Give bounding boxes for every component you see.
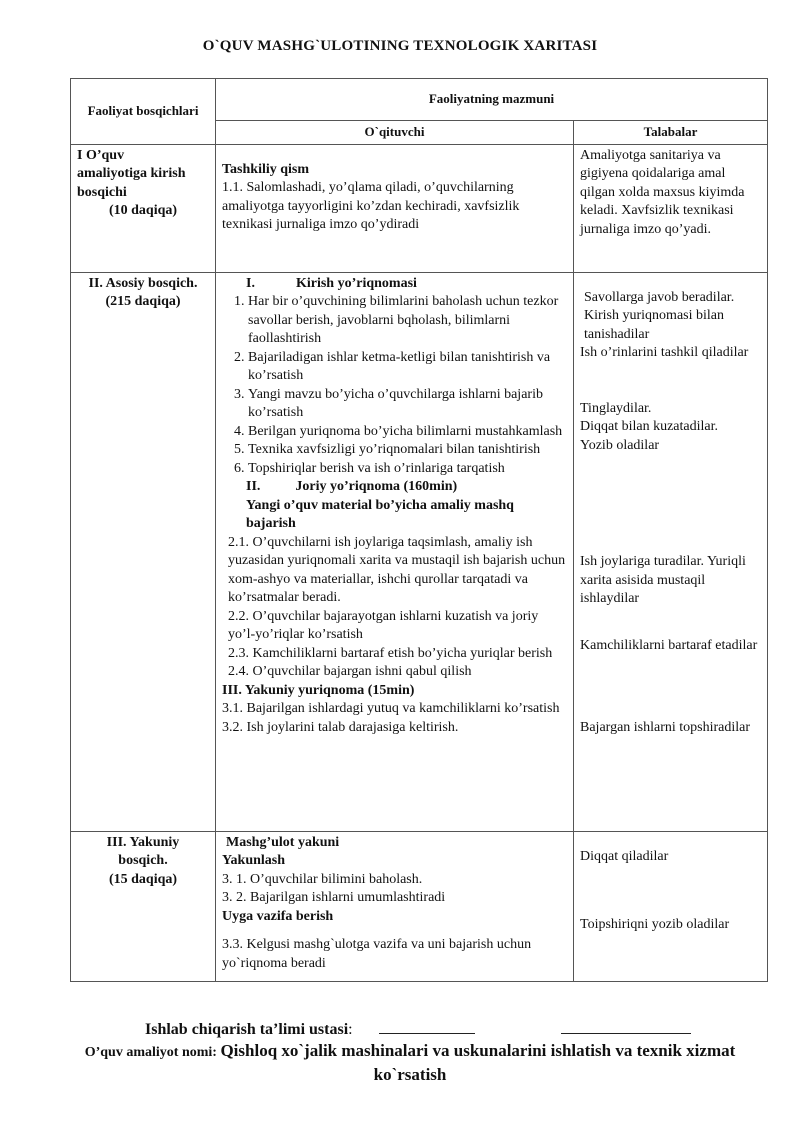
section2-item: 2.1. O’quvchilarni ish joylariga taqsimlash, amaliy ish yuzasidan yuriqnomali xarita va mustaqil ish bajarish uchun xom-ashyo va materiallar, ishchi qurollar tarqatadi va ko’rsatmalar beradi. — [228, 534, 566, 605]
technology-map-table — [70, 78, 768, 982]
stage-2-cell — [71, 272, 216, 831]
section2-item: 2.2. O’quvchilar bajarayotgan ishlarni kuzatish va joriy yo’l-yo’riqlar ko’rsatish — [228, 608, 539, 642]
section2-item: 2.3. Kamchiliklarni bartaraf etish bo’yicha yuriqlar berish — [228, 645, 553, 661]
stage-1-duration: (10 daqiqa) — [108, 203, 178, 218]
section1-item: 3. Yangi mavzu bo’yicha o’quvchilarga ishlarni bajarib ko’rsatish — [248, 386, 567, 423]
section1-item: 6. Topshiriqlar berish va ish o’rinlariga tarqatish — [248, 460, 567, 479]
section1-item: 1. Har bir o’quvchining bilimlarini baholash uchun tezkor savollar berish, javoblarni bqholash, bilimlarni faollashtirish — [248, 293, 567, 349]
row2-students-text: Ish joylariga turadilar. Yuriqli xarita asisida mustaqil ishlaydilar — [580, 554, 746, 606]
section1-list — [222, 293, 567, 478]
row3-item: 3.3. Kelgusi mashg`ulotga vazifa va uni bajarish uchun yo`riqnoma beradi — [222, 937, 532, 971]
row3-students-text: Toipshiriqni yozib oladilar — [580, 917, 730, 932]
section2-subtitle: Yangi o’quv material bo’yicha amaliy mashq bajarish — [246, 497, 514, 531]
section1-item: 2. Bajariladigan ishlar ketma-ketligi bilan tanishtirish va ko’rsatish — [248, 349, 567, 386]
practice-label: O’quv amaliyot nomi: — [84, 1045, 221, 1060]
stage-3-line: bosqich. — [118, 853, 168, 868]
document-title: O`QUV MASHG`ULOTINING TEXNOLOGIK XARITASI — [202, 38, 598, 54]
section3-item: 3.1. Bajarilgan ishlardagi yutuq va kamchiliklarni ko’rsatish — [222, 701, 560, 716]
stage-2-duration: (215 daqiqa) — [105, 294, 181, 309]
section2-heading — [222, 478, 567, 497]
row2-students-text: Bajargan ishlarni topshiradilar — [580, 720, 751, 735]
section1-num: I. — [246, 275, 255, 291]
row2-students-text: Kamchiliklarni bartaraf etadilar — [580, 637, 758, 653]
instructor-colon: : — [348, 1021, 353, 1038]
row3-heading: Yakunlash — [222, 853, 286, 868]
row2-students-text: Yozib oladilar — [580, 437, 660, 453]
row1-teacher-cell — [216, 144, 574, 272]
name-blank — [561, 1019, 691, 1034]
stage-1-line: I O’quv — [77, 147, 125, 163]
row2-students-cell — [574, 272, 768, 831]
section1-heading — [222, 275, 567, 294]
row3-students-cell — [574, 831, 768, 981]
section3-item: 3.2. Ish joylarini talab darajasiga keltirish. — [222, 719, 459, 735]
row3-students-text: Diqqat qiladilar — [580, 848, 669, 864]
row3-heading: Mashg’ulot yakuni — [226, 834, 340, 850]
section1-item: 4. Berilgan yuriqnoma bo’yicha bilimlarni mustahkamlash — [248, 423, 567, 442]
section1-title: Kirish yo’riqnomasi — [295, 275, 417, 291]
stage-1-cell — [71, 144, 216, 272]
stage-1-line: bosqichi — [77, 184, 127, 200]
row1-teacher-text: 1.1. Salomlashadi, yo’qlama qiladi, o’quvchilarning amaliyotga tayyorligini ko’zdan kechiradi, xavfsizlik texnikasi jurnaliga imzo qo’ydiradi — [222, 180, 520, 232]
section1-item: 5. Texnika xavfsizligi yo’riqnomalari bilan tanishtirish — [248, 441, 567, 460]
row3-item: 3. 1. O’quvchilar bilimini baholash. — [222, 871, 423, 887]
instructor-line — [145, 1019, 691, 1039]
section2-item: 2.4. O’quvchilar bajargan ishni qabul qilish — [228, 664, 472, 679]
row1-students-cell: Amaliyotga sanitariya va gigiyena qoidalariga amal qilgan xolda maxsus kiyimda keladi. Xavfsizlik texnikasi jurnaliga imzo qo’yadi. — [574, 144, 768, 272]
header-content: Faoliyatning mazmuni — [216, 79, 768, 121]
section3-title: III. Yakuniy yuriqnoma (15min) — [222, 682, 415, 698]
stage-3-duration: (15 daqiqa) — [108, 871, 178, 887]
header-teacher: O`qituvchi — [216, 121, 574, 145]
stage-1-line: amaliyotiga kirish — [77, 166, 186, 181]
header-stages: Faoliyat bosqichlari — [71, 79, 216, 145]
row2-students-text: Ish o’rinlarini tashkil qiladilar — [580, 345, 749, 360]
stage-2-line: II. Asosiy bosqich. — [88, 275, 198, 291]
practice-name-block — [60, 1040, 760, 1087]
instructor-label: Ishlab chiqarish ta’limi ustasi — [145, 1021, 349, 1038]
row1-teacher-heading: Tashkiliy qism — [222, 161, 310, 177]
row3-item: 3. 2. Bajarilgan ishlarni umumlashtiradi — [222, 890, 446, 905]
section2-num: II. — [246, 479, 261, 494]
row2-students-text: Savollarga javob beradilar. Kirish yuriqnomasi bilan tanishadilar — [584, 289, 735, 342]
row2-teacher-cell — [216, 272, 574, 831]
signature-blank — [379, 1019, 475, 1034]
stage-3-line: III. Yakuniy — [106, 834, 180, 850]
row3-heading: Uyga vazifa berish — [222, 908, 334, 924]
practice-name: Qishloq xo`jalik mashinalari va uskunalarini ishlatish va texnik xizmat ko`rsatish — [220, 1041, 736, 1084]
row2-students-text: Diqqat bilan kuzatadilar. — [580, 419, 719, 434]
row3-teacher-cell — [216, 831, 574, 981]
header-students: Talabalar — [574, 121, 768, 145]
row2-students-text: Tinglaydilar. — [580, 400, 652, 416]
section2-title: Joriy yo’riqnoma (160min) — [295, 479, 458, 494]
stage-3-cell — [71, 831, 216, 981]
